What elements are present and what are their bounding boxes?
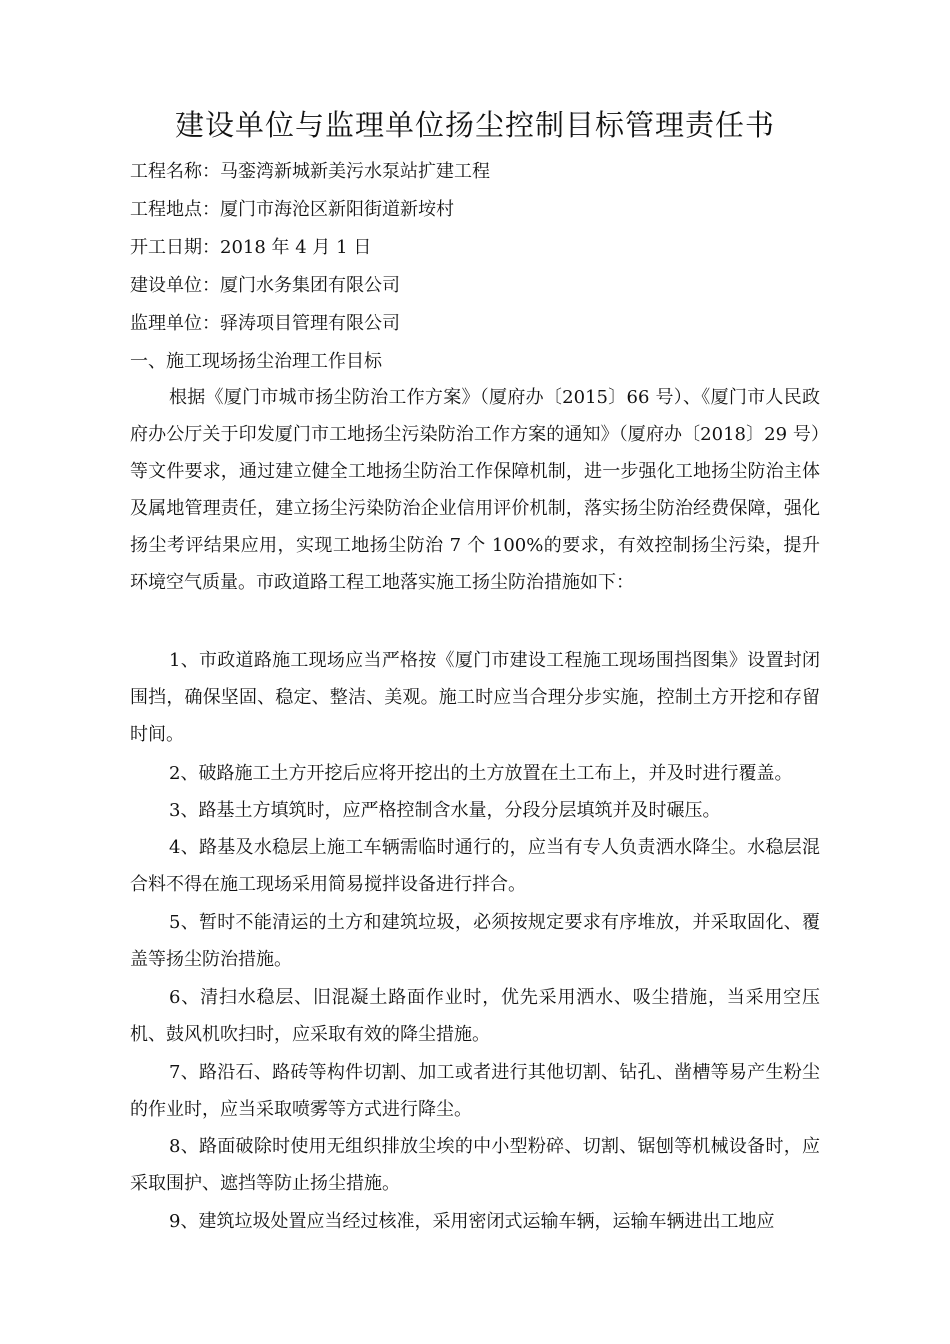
- meta-value: 厦门市海沧区新阳街道新垵村: [220, 199, 454, 220]
- meta-supervision-unit: [130, 311, 400, 337]
- paragraph-item-2: 2、破路施工土方开挖后应将开挖出的土方放置在土工布上，并及时进行覆盖。: [169, 763, 793, 784]
- paragraph-item-4: 4、路基及水稳层上施工车辆需临时通行的，应当有专人负责洒水降尘。水稳层混合料不得在施工现场采用简易搅拌设备进行拌合。: [130, 837, 820, 895]
- meta-start-date: [130, 235, 371, 261]
- meta-label: 监理单位：: [130, 313, 220, 334]
- paragraph-item-3: 3、路基土方填筑时，应严格控制含水量，分段分层填筑并及时碾压。: [169, 800, 721, 821]
- paragraph-item-5: 5、暂时不能清运的土方和建筑垃圾，必须按规定要求有序堆放，并采取固化、覆盖等扬尘防治措施。: [130, 912, 820, 970]
- meta-label: 工程地点：: [130, 199, 220, 220]
- meta-project-location: [130, 197, 454, 223]
- document-title: 建设单位与监理单位扬尘控制目标管理责任书: [174, 108, 775, 142]
- meta-value: 厦门水务集团有限公司: [220, 275, 400, 296]
- paragraph-item-6: 6、清扫水稳层、旧混凝土路面作业时，优先采用洒水、吸尘措施，当采用空压机、鼓风机吹扫时，应采取有效的降尘措施。: [130, 987, 820, 1045]
- meta-value: 马銮湾新城新美污水泵站扩建工程: [220, 161, 490, 182]
- meta-label: 工程名称：: [130, 161, 220, 182]
- section-heading: 一、施工现场扬尘治理工作目标: [130, 351, 382, 372]
- meta-construction-unit: [130, 273, 400, 299]
- paragraph-item-7: 7、路沿石、路砖等构件切割、加工或者进行其他切割、钻孔、凿槽等易产生粉尘的作业时，应当采取喷雾等方式进行降尘。: [130, 1062, 820, 1120]
- meta-value: 驿涛项目管理有限公司: [220, 313, 400, 334]
- meta-value: 2018 年 4 月 1 日: [220, 237, 372, 258]
- paragraph-item-9: 9、建筑垃圾处置应当经过核准，采用密闭式运输车辆，运输车辆进出工地应: [169, 1211, 775, 1232]
- paragraph-item-8: 8、路面破除时使用无组织排放尘埃的中小型粉碎、切割、锯刨等机械设备时，应采取围护、遮挡等防止扬尘措施。: [130, 1136, 820, 1194]
- meta-label: 开工日期：: [130, 237, 220, 258]
- paragraph-intro: 根据《厦门市城市扬尘防治工作方案》（厦府办〔2015〕66 号）、《厦门市人民政府办公厅关于印发厦门市工地扬尘污染防治工作方案的通知》（厦府办〔2018〕29 号）等文件要求，通过建立健全工地扬尘防治工作保障机制，进一步强化工地扬尘防治主体及属地管理责任，建立扬尘污染防治企业信用评价机制，落实扬尘防治经费保障，强化扬尘考评结果应用，实现工地扬尘防治 7 个 100%的要求，有效控制扬尘污染，提升环境空气质量。市政道路工程工地落实施工扬尘防治措施如下：: [130, 387, 820, 593]
- meta-label: 建设单位：: [130, 275, 220, 296]
- paragraph-item-1: 1、市政道路施工现场应当严格按《厦门市建设工程施工现场围挡图集》设置封闭围挡，确保坚固、稳定、整洁、美观。施工时应当合理分步实施，控制土方开挖和存留时间。: [130, 650, 820, 745]
- meta-project-name: [130, 159, 490, 185]
